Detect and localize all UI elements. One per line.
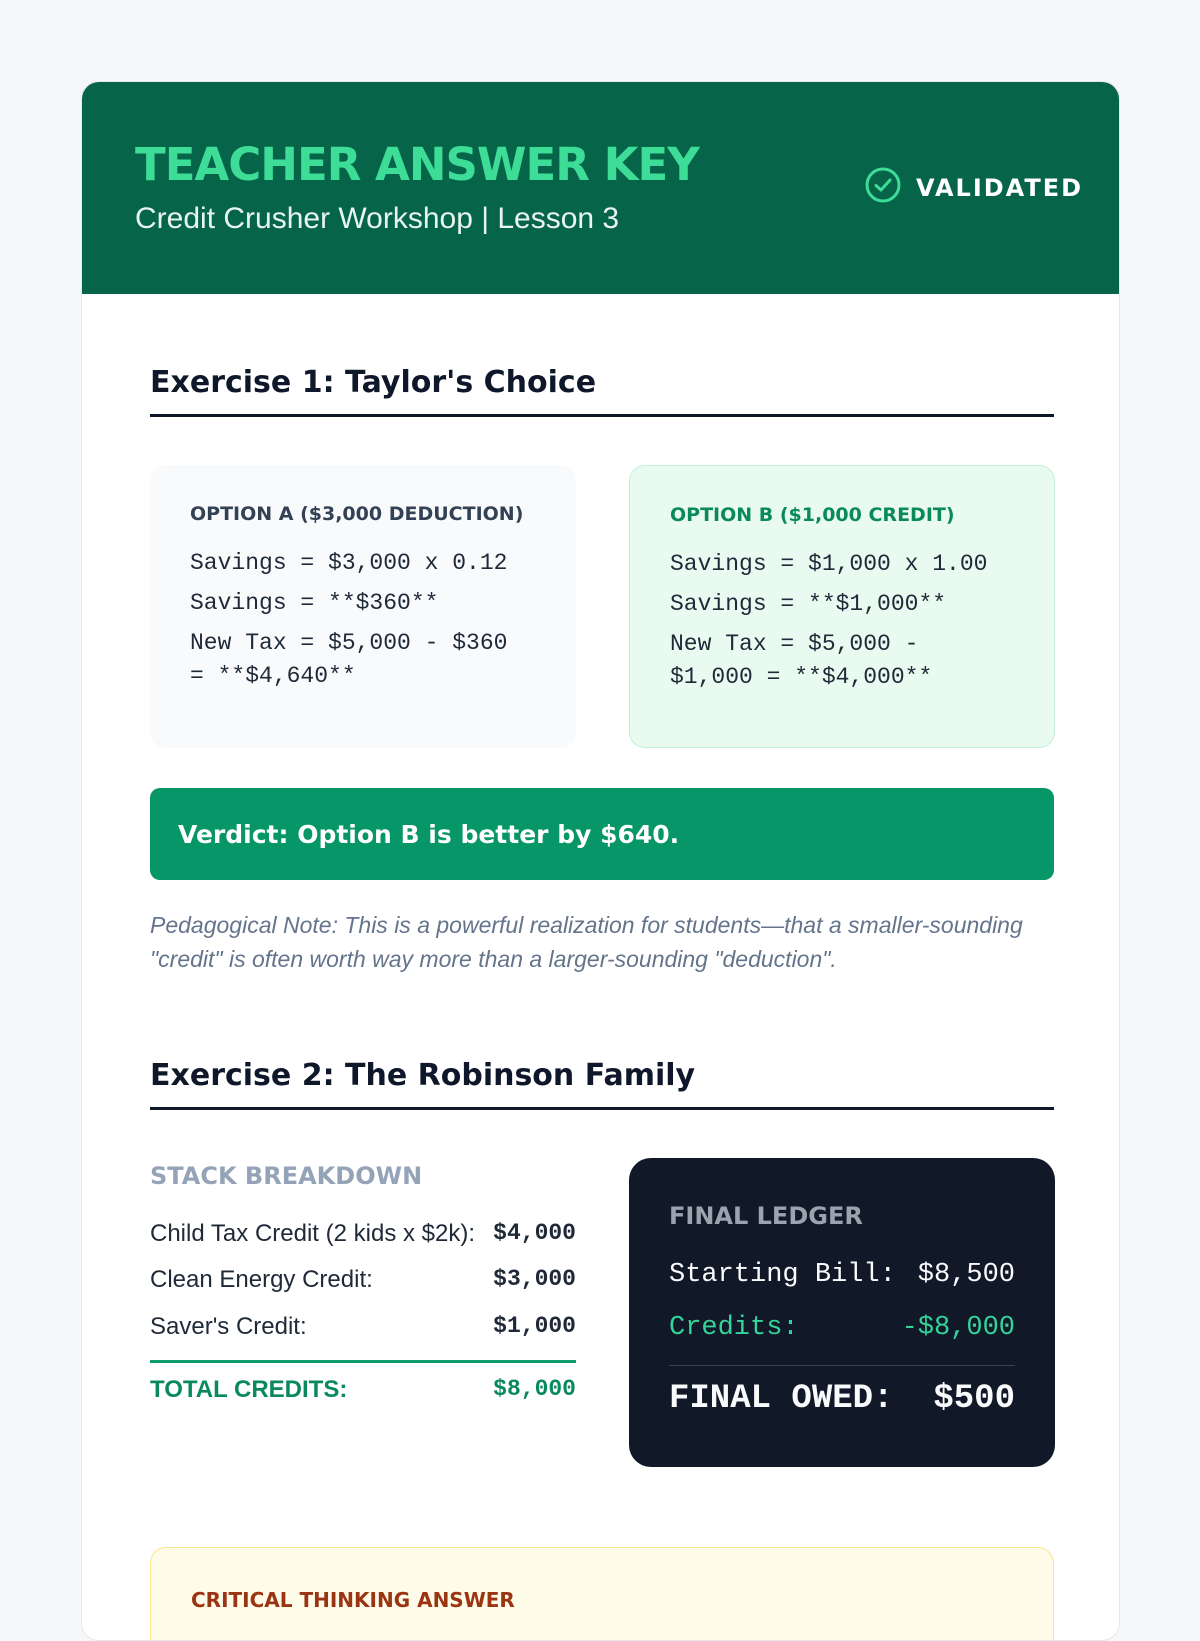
option-a-label: OPTION A ($3,000 DEDUCTION) bbox=[190, 503, 524, 525]
option-b-line: New Tax = $5,000 - bbox=[670, 631, 919, 657]
stack-row-label: Saver's Credit: bbox=[150, 1313, 307, 1340]
critical-thinking-box bbox=[150, 1547, 1054, 1641]
total-credits-label: TOTAL CREDITS: bbox=[150, 1376, 348, 1403]
option-b-line: Savings = **$1,000** bbox=[670, 591, 947, 617]
stack-row bbox=[150, 1266, 576, 1294]
stack-row-label: Clean Energy Credit: bbox=[150, 1266, 373, 1293]
option-b-line: Savings = $1,000 x 1.00 bbox=[670, 551, 988, 577]
final-ledger-title: FINAL LEDGER bbox=[669, 1202, 863, 1230]
final-owed-value: $500 bbox=[933, 1380, 1015, 1418]
option-a-line: = **$4,640** bbox=[190, 663, 356, 689]
final-owed-row bbox=[669, 1380, 1015, 1418]
verdict-banner: Verdict: Option B is better by $640. bbox=[150, 788, 1054, 880]
option-a-line: Savings = **$360** bbox=[190, 590, 439, 616]
stack-row bbox=[150, 1220, 576, 1248]
stack-divider bbox=[150, 1360, 576, 1363]
total-credits-row bbox=[150, 1376, 576, 1404]
page-title: TEACHER ANSWER KEY bbox=[135, 138, 699, 191]
total-credits-amount: $8,000 bbox=[493, 1376, 576, 1402]
final-ledger-card bbox=[629, 1158, 1055, 1467]
credits-value: -$8,000 bbox=[901, 1313, 1015, 1343]
ledger-divider bbox=[669, 1365, 1015, 1366]
option-b-box bbox=[629, 465, 1055, 748]
page-subtitle: Credit Crusher Workshop | Lesson 3 bbox=[135, 202, 620, 235]
final-owed-label: FINAL OWED: bbox=[669, 1380, 894, 1418]
stack-row bbox=[150, 1313, 576, 1341]
credits-row bbox=[669, 1313, 1015, 1343]
exercise-1-title: Exercise 1: Taylor's Choice bbox=[150, 365, 1054, 417]
starting-bill-value: $8,500 bbox=[917, 1260, 1015, 1290]
stack-row-label: Child Tax Credit (2 kids x $2k): bbox=[150, 1220, 476, 1247]
stack-row-amount: $4,000 bbox=[493, 1220, 576, 1246]
starting-bill-label: Starting Bill: bbox=[669, 1260, 896, 1290]
check-circle-icon bbox=[864, 166, 902, 209]
option-b-line: $1,000 = **$4,000** bbox=[670, 664, 933, 690]
exercise-2-title: Exercise 2: The Robinson Family bbox=[150, 1058, 1054, 1110]
stack-row-amount: $3,000 bbox=[493, 1266, 576, 1292]
option-a-box bbox=[150, 465, 576, 748]
stack-breakdown-title: STACK BREAKDOWN bbox=[150, 1162, 423, 1190]
starting-bill-row bbox=[669, 1260, 1015, 1290]
answer-key-card bbox=[81, 81, 1120, 1641]
option-a-line: New Tax = $5,000 - $360 bbox=[190, 630, 508, 656]
validated-badge bbox=[864, 166, 1083, 209]
critical-thinking-title: CRITICAL THINKING ANSWER bbox=[191, 1588, 515, 1612]
pedagogical-note: Pedagogical Note: This is a powerful realization for students—that a smaller-sounding "credit" is often worth way more than a larger-sounding "deduction". bbox=[150, 912, 1023, 972]
option-b-label: OPTION B ($1,000 CREDIT) bbox=[670, 504, 955, 526]
credits-label: Credits: bbox=[669, 1313, 799, 1343]
validated-label: VALIDATED bbox=[916, 173, 1084, 202]
option-a-line: Savings = $3,000 x 0.12 bbox=[190, 550, 508, 576]
stack-row-amount: $1,000 bbox=[493, 1313, 576, 1339]
header-banner bbox=[82, 82, 1119, 294]
